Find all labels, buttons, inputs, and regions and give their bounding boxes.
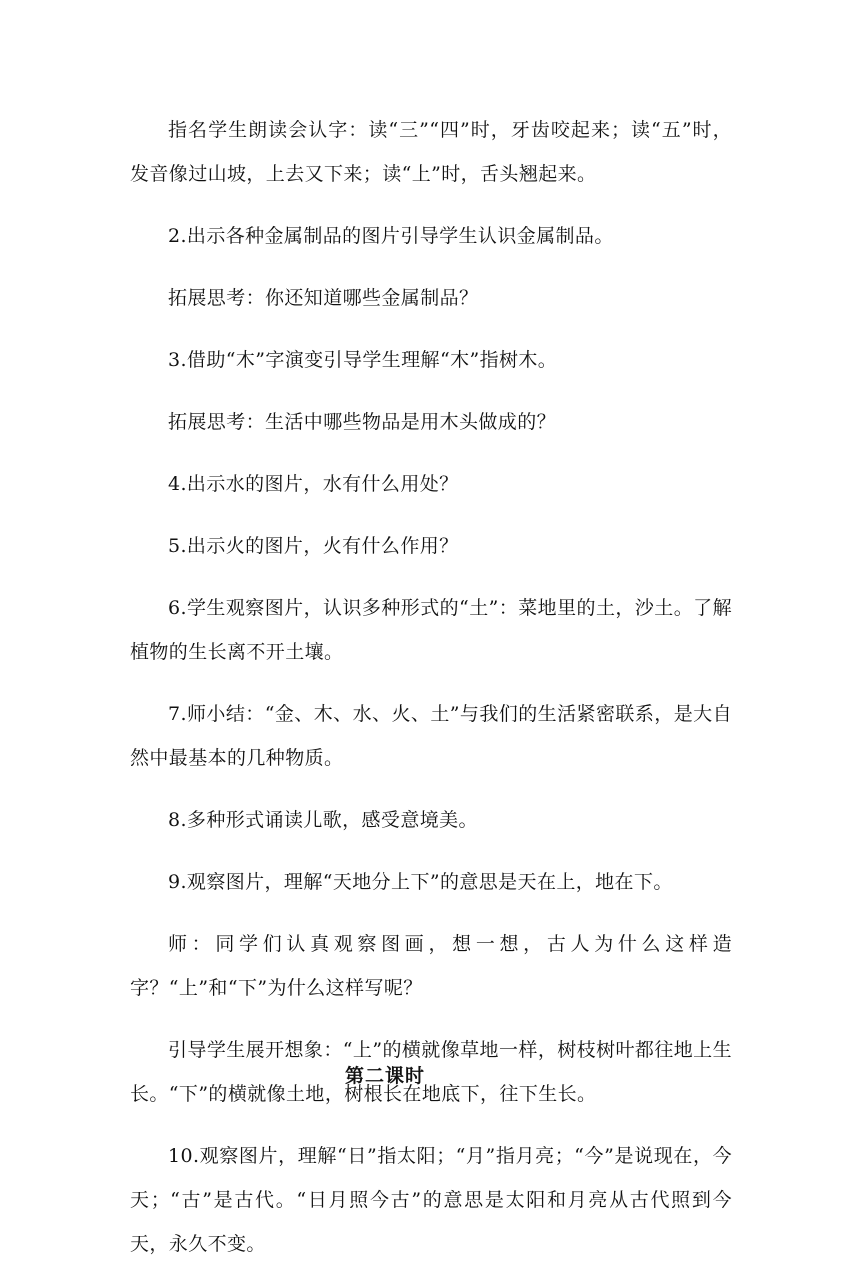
paragraph-step-7: 7.师小结：“金、木、水、火、土”与我们的生活紧密联系，是大自然中最基本的几种物质。 bbox=[130, 703, 732, 769]
paragraph-imagination-guide: 引导学生展开想象：“上”的横就像草地一样，树枝树叶都往地上生长。“下”的横就像土地，树根长在地底下，往下生长。 bbox=[130, 1039, 732, 1105]
paragraph-step-5: 5.出示火的图片，火有什么作用？ bbox=[168, 535, 459, 557]
paragraph-step-10: 10.观察图片，理解“日”指太阳；“月”指月亮；“今”是说现在，今天；“古”是古代。“日月照今古”的意思是太阳和月亮从古代照到今天，永久不变。 bbox=[130, 1145, 732, 1255]
paragraph-extension-wood: 拓展思考：生活中哪些物品是用木头做成的？ bbox=[168, 411, 557, 433]
paragraph-step-6: 6.学生观察图片，认识多种形式的“土”：菜地里的土，沙土。了解植物的生长离不开土壤。 bbox=[130, 597, 732, 663]
paragraph-step-8: 8.多种形式诵读儿歌，感受意境美。 bbox=[168, 809, 478, 831]
paragraph-extension-metal: 拓展思考：你还知道哪些金属制品？ bbox=[168, 287, 479, 309]
paragraph-step-2: 2.出示各种金属制品的图片引导学生认识金属制品。 bbox=[168, 225, 614, 247]
paragraph-step-3: 3.借助“木”字演变引导学生理解“木”指树木。 bbox=[168, 349, 558, 371]
paragraph-teacher-question: 师：同学们认真观察图画，想一想，古人为什么这样造字？“上”和“下”为什么这样写呢？ bbox=[130, 933, 732, 999]
paragraph-step-9: 9.观察图片，理解“天地分上下”的意思是天在上，地在下。 bbox=[168, 871, 673, 893]
paragraph-reading-guide: 指名学生朗读会认字：读“三”“四”时，牙齿咬起来；读“五”时，发音像过山坡，上去又下来；读“上”时，舌头翘起来。 bbox=[130, 119, 732, 185]
section-title: 第二课时 bbox=[344, 1065, 425, 1087]
document-body bbox=[130, 108, 732, 1284]
paragraph-step-4: 4.出示水的图片，水有什么用处？ bbox=[168, 473, 459, 495]
